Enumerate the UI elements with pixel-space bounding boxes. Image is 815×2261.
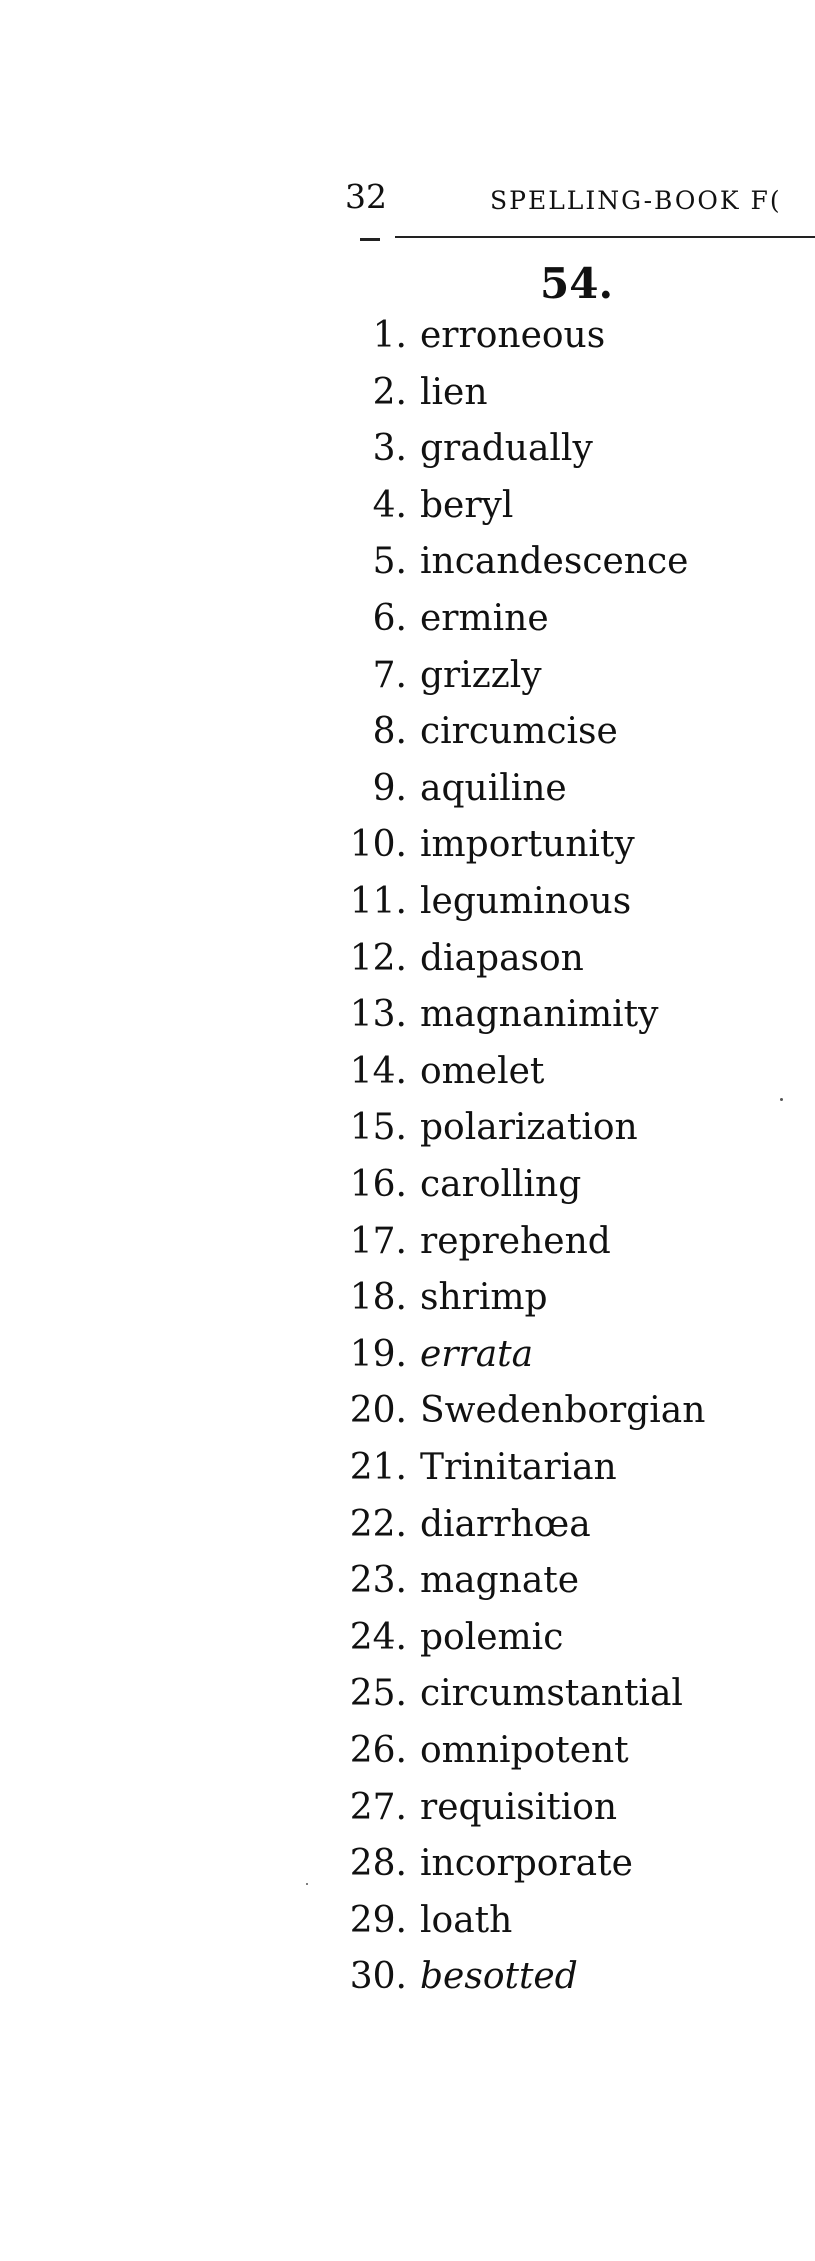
word-row <box>0 650 815 702</box>
word-row <box>0 593 815 645</box>
word-row <box>0 1555 815 1607</box>
word-row <box>0 310 815 362</box>
word-number: 8. <box>372 711 407 753</box>
word-row <box>0 706 815 758</box>
word-number: 18. <box>349 1277 407 1319</box>
word-number: 19. <box>349 1333 407 1375</box>
word-row <box>0 1951 815 2003</box>
word-row <box>0 819 815 871</box>
word-row <box>0 1499 815 1551</box>
spelling-word: requisition <box>420 1786 618 1828</box>
print-speck <box>780 1098 783 1101</box>
header-rule <box>395 236 815 238</box>
print-speck <box>306 1883 308 1885</box>
spelling-word: erroneous <box>420 315 606 356</box>
lesson-number: 54. <box>540 259 614 308</box>
word-number: 6. <box>372 598 407 639</box>
word-row <box>0 367 815 419</box>
spelling-word: Trinitarian <box>420 1447 617 1488</box>
spelling-word: shrimp <box>420 1277 548 1319</box>
word-row <box>0 1046 815 1098</box>
spelling-word: polemic <box>420 1616 564 1658</box>
word-row <box>0 1895 815 1947</box>
spelling-word: omelet <box>420 1050 545 1092</box>
spelling-word: circumstantial <box>420 1673 683 1715</box>
word-row <box>0 1159 815 1211</box>
word-number: 15. <box>349 1107 407 1149</box>
word-number: 14. <box>349 1050 407 1092</box>
spelling-word: grizzly <box>420 654 542 696</box>
word-row <box>0 763 815 815</box>
spelling-word: circumcise <box>420 711 618 753</box>
word-number: 4. <box>372 484 407 526</box>
spelling-word: carolling <box>420 1164 582 1205</box>
word-number: 21. <box>349 1447 407 1488</box>
word-row <box>0 536 815 588</box>
word-number: 16. <box>349 1164 407 1205</box>
word-number: 28. <box>349 1843 407 1885</box>
word-row <box>0 1612 815 1664</box>
word-number: 2. <box>372 371 407 413</box>
word-row <box>0 933 815 985</box>
word-number: 30. <box>349 1956 407 1998</box>
spelling-word: lien <box>420 371 488 413</box>
header-rule-short <box>360 238 380 241</box>
word-number: 26. <box>349 1730 407 1771</box>
spelling-word: leguminous <box>420 881 632 922</box>
word-row <box>0 1102 815 1154</box>
word-row <box>0 989 815 1041</box>
word-row <box>0 1329 815 1381</box>
word-row <box>0 876 815 928</box>
word-row <box>0 423 815 475</box>
spelling-word: errata <box>420 1333 534 1375</box>
spelling-word: magnate <box>420 1560 580 1602</box>
spelling-word: incorporate <box>420 1843 633 1885</box>
running-head: SPELLING-BOOK F( <box>490 186 782 215</box>
word-row <box>0 480 815 532</box>
word-number: 22. <box>349 1503 407 1545</box>
spelling-word: aquiline <box>420 767 567 809</box>
spelling-word: polarization <box>420 1107 638 1149</box>
word-number: 20. <box>349 1390 407 1432</box>
word-number: 7. <box>372 654 407 696</box>
spelling-word: reprehend <box>420 1220 611 1262</box>
word-row <box>0 1216 815 1268</box>
word-number: 9. <box>372 767 407 809</box>
word-number: 27. <box>349 1786 407 1828</box>
word-row <box>0 1668 815 1720</box>
word-number: 24. <box>349 1616 407 1658</box>
word-number: 13. <box>349 994 407 1036</box>
word-number: 25. <box>349 1673 407 1715</box>
word-number: 12. <box>349 937 407 979</box>
spelling-word: gradually <box>420 428 593 470</box>
word-number: 11. <box>349 881 407 922</box>
word-number: 3. <box>372 428 407 470</box>
word-number: 29. <box>349 1899 407 1941</box>
word-number: 10. <box>349 824 407 866</box>
spelling-word: loath <box>420 1899 513 1941</box>
spelling-word: diapason <box>420 937 584 979</box>
word-number: 17. <box>349 1220 407 1262</box>
spelling-word: incandescence <box>420 541 689 583</box>
spelling-word: diarrhœa <box>420 1503 591 1545</box>
spelling-word: besotted <box>420 1956 578 1998</box>
word-row <box>0 1838 815 1890</box>
word-row <box>0 1725 815 1777</box>
word-row <box>0 1442 815 1494</box>
spelling-word: omnipotent <box>420 1730 629 1771</box>
spelling-word: ermine <box>420 598 549 639</box>
page-number: 32 <box>345 177 387 216</box>
word-number: 1. <box>372 315 407 356</box>
spelling-word: beryl <box>420 484 514 526</box>
word-row <box>0 1272 815 1324</box>
word-number: 5. <box>372 541 407 583</box>
word-number: 23. <box>349 1560 407 1602</box>
spelling-word: magnanimity <box>420 994 659 1036</box>
word-row <box>0 1385 815 1437</box>
word-row <box>0 1782 815 1834</box>
spelling-word: importunity <box>420 824 635 866</box>
spelling-word: Swedenborgian <box>420 1390 706 1432</box>
